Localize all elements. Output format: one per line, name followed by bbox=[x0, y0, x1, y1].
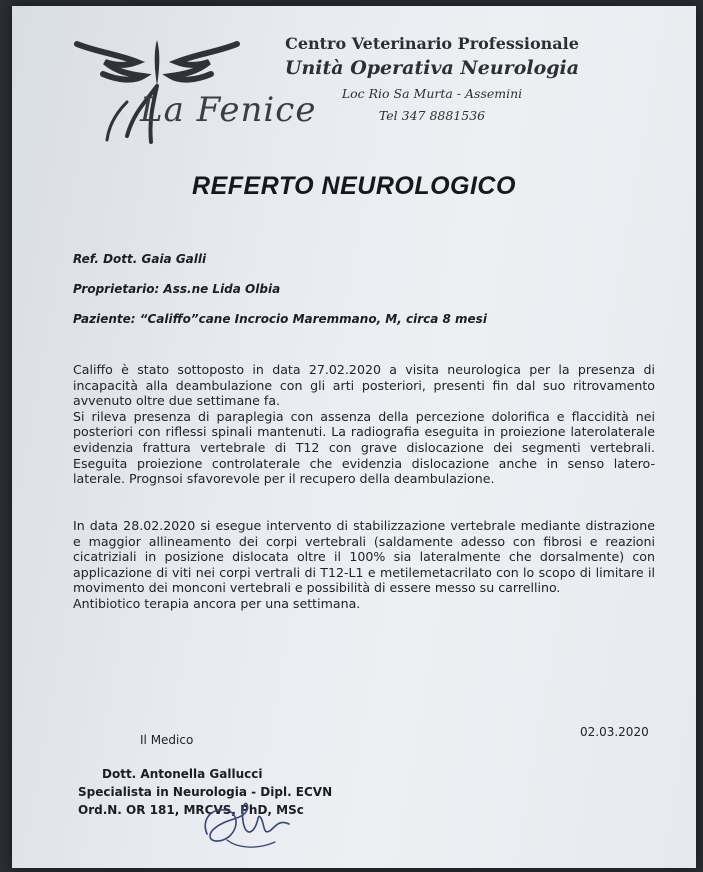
referring-doctor: Ref. Dott. Gaia Galli bbox=[73, 252, 207, 266]
clinic-address: Loc Rio Sa Murta - Assemini bbox=[341, 86, 523, 101]
findings-section bbox=[73, 362, 655, 487]
unit-name: Unità Operativa Neurologia bbox=[284, 57, 580, 79]
handwritten-signature-icon bbox=[197, 790, 297, 856]
logo-text: La Fenice bbox=[140, 90, 317, 130]
clinic-name: Centro Veterinario Professionale bbox=[285, 34, 579, 53]
report-date: 02.03.2020 bbox=[580, 725, 649, 739]
document-page bbox=[12, 6, 696, 868]
document-title: REFERTO NEUROLOGICO bbox=[192, 172, 516, 200]
doctor-name: Dott. Antonella Gallucci bbox=[102, 767, 263, 781]
owner-line: Proprietario: Ass.ne Lida Olbia bbox=[73, 282, 281, 296]
doctor-credentials: Ord.N. OR 181, MRCVS, PhD, MSc bbox=[78, 803, 304, 817]
paragraph-findings: Si rileva presenza di paraplegia con assenza della percezione dolorifica e flaccidità nei posteriori con riflessi spinali mantenuti. La radiografia eseguita in proiezione laterolaterale evidenzia frattura vertebrale di T12 con grave dislocazione dei segmenti vertebrali. Eseguita proiezione controlaterale che evidenzia dislocazione anche in senso latero-laterale. Prognsoi sfavorevole per il recupero della deambulazione. bbox=[73, 408, 655, 487]
paragraph-visit: Califfo è stato sottoposto in data 27.02.2020 a visita neurologica per la presenza di incapacità alla deambulazione con gli arti posteriori, presenti fin dal suo ritrovamento avvenuto oltre due settimane fa. bbox=[73, 362, 655, 409]
medico-label: Il Medico bbox=[140, 733, 194, 747]
patient-line: Paziente: “Califfo”cane Incrocio Maremmano, M, circa 8 mesi bbox=[73, 312, 487, 326]
surgery-section bbox=[73, 518, 655, 612]
doctor-specialty: Specialista in Neurologia - Dipl. ECVN bbox=[78, 785, 333, 799]
paragraph-therapy: Antibiotico terapia ancora per una settimana. bbox=[73, 595, 361, 611]
clinic-phone: Tel 347 8881536 bbox=[378, 108, 486, 123]
paragraph-surgery: In data 28.02.2020 si esegue intervento di stabilizzazione vertebrale mediante distrazione e maggior allineamento dei corpi vertebrali (saldamente adesso con fibrosi e reazioni cicatriziali in posizione dislocata oltre il 100% sia lateralmente che dorsalmente) con applicazione di viti nei corpi vertrali di T12-L1 e metilemetacrilato con lo scopo di limitare il movimento dei monconi vertebrali e possibilità di essere messo su carrellino. bbox=[73, 518, 655, 596]
